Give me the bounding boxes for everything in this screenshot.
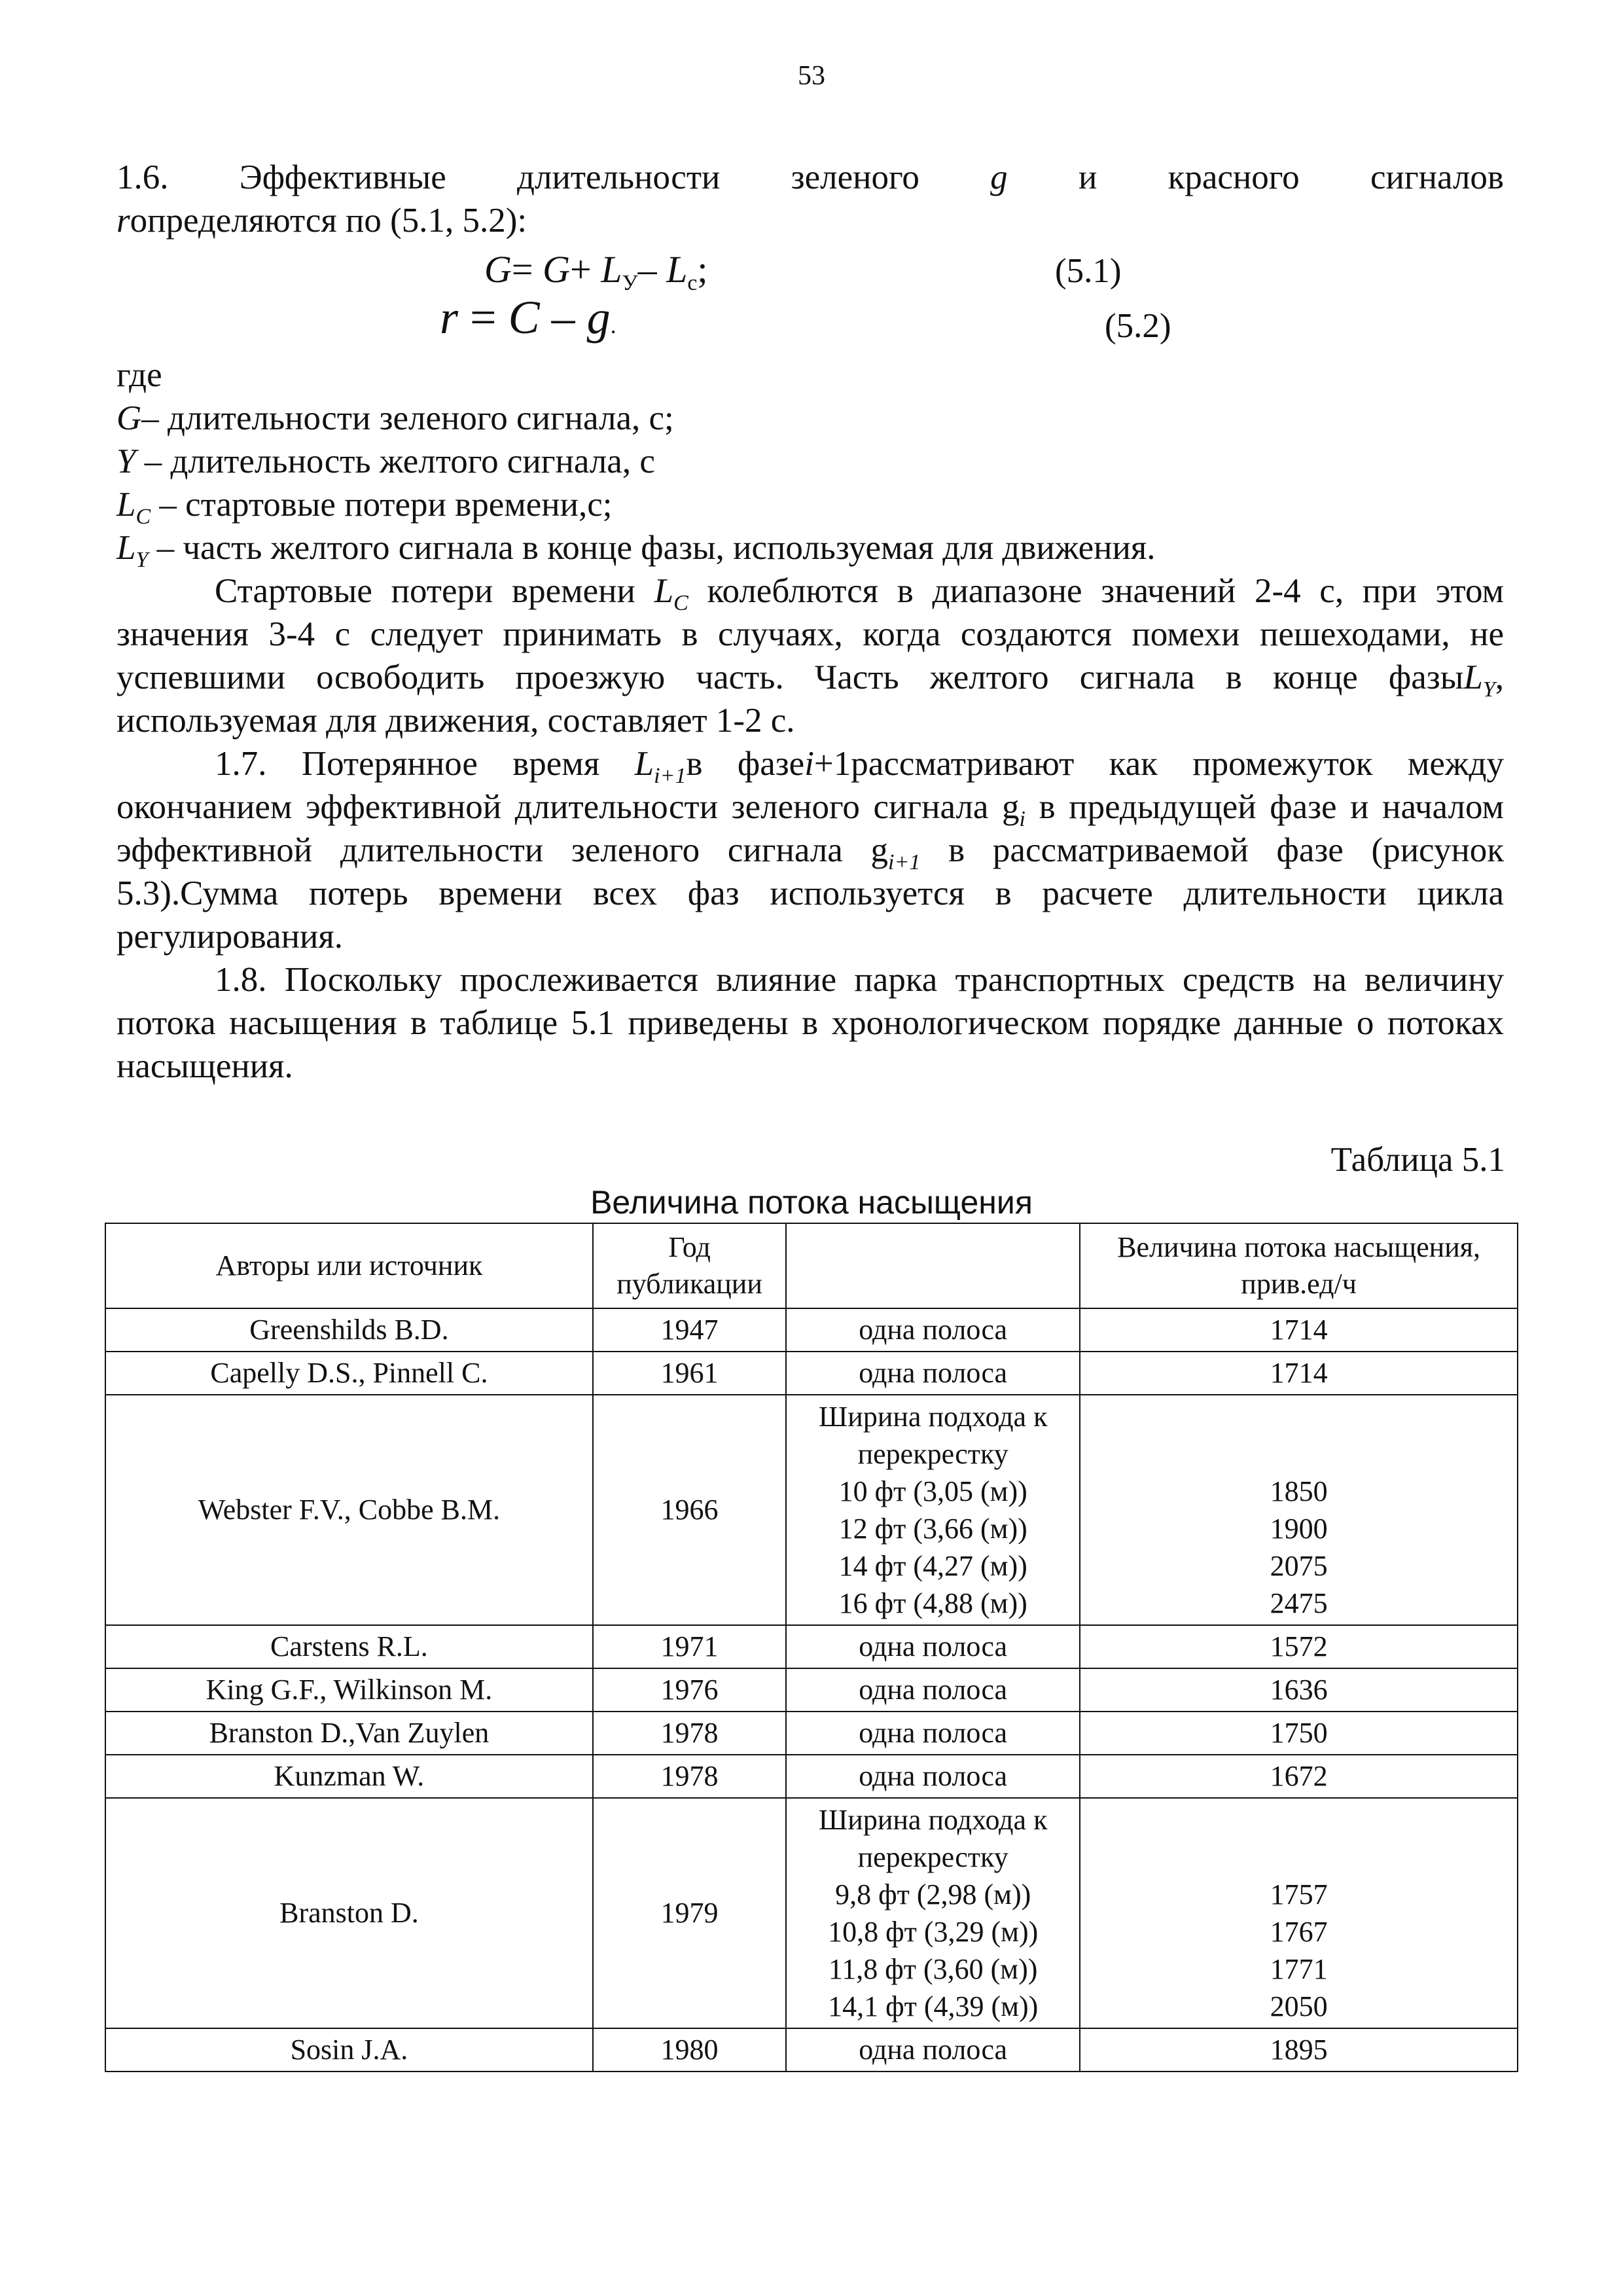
table-row: [105, 1755, 1518, 1798]
eq-symbol: C: [508, 291, 540, 344]
word: Эффективные: [239, 158, 446, 196]
para-text: колеблются в диапазоне значений 2-4 с, при этом значения 3-4 с следует принимать в случаях, когда создаются помехи пешеходами, не успевшими освободить проезжую часть. Часть желтого сигнала в конце фазы: [116, 572, 1504, 696]
cell-year: 1947: [593, 1308, 786, 1352]
cell-author: Branston D.,Van Zuylen: [105, 1712, 593, 1755]
para-text: в фазе: [686, 745, 805, 783]
condition-heading: Ширина подхода к перекрестку: [818, 1401, 1048, 1470]
cell-flow: [1080, 1395, 1518, 1625]
cell-year: 1979: [593, 1798, 786, 2028]
para-text: в рассматриваемой фазе (рисунок 5.3).Сумма потерь времени всех фаз используется в расчете длительности цикла регулирования.: [116, 831, 1504, 956]
cell-flow: 1672: [1080, 1755, 1518, 1798]
cell-year: 1978: [593, 1755, 786, 1798]
table-caption: Таблица 5.1: [1330, 1141, 1505, 1179]
condition-item: 14,1 фт (4,39 (м)): [828, 1990, 1039, 2022]
cell-flow: 1750: [1080, 1712, 1518, 1755]
cell-year: 1971: [593, 1625, 786, 1668]
cell-condition: одна полоса: [786, 1755, 1080, 1798]
eq-symbol: +: [570, 248, 592, 291]
condition-item: 11,8 фт (3,60 (м)): [828, 1953, 1038, 1985]
para-symbol: L: [654, 572, 674, 610]
table-row: [105, 1308, 1518, 1352]
flow-item: 1767: [1270, 1916, 1328, 1948]
para-text: , используемая для движения, составляет 1-2 с.: [116, 658, 1504, 740]
eq-symbol: =: [511, 248, 533, 291]
cell-year: 1980: [593, 2028, 786, 2072]
def-symbol: Y: [116, 442, 136, 480]
eq-symbol: –: [637, 248, 657, 291]
header-flow: Величина потока насыщения, прив.ед/ч: [1080, 1223, 1518, 1308]
cell-condition: одна полоса: [786, 1668, 1080, 1712]
def-LY: [116, 526, 1504, 572]
saturation-flow-table: [105, 1223, 1518, 2072]
page-number: 53: [798, 61, 825, 91]
cell-flow: 1572: [1080, 1625, 1518, 1668]
table-row: [105, 2028, 1518, 2072]
def-text: – часть желтого сигнала в конце фазы, используемая для движения.: [148, 529, 1156, 567]
para-text: +1рассматривают как промежуток между окончанием эффективной длительности зеленого сигнала g: [116, 745, 1504, 826]
body-text: [116, 353, 1504, 1088]
para-subscript: Y: [1482, 677, 1495, 702]
eq-symbol: –: [539, 291, 587, 344]
def-text: – стартовые потери времени,с;: [151, 486, 613, 524]
cell-year: 1978: [593, 1712, 786, 1755]
table-row: [105, 1668, 1518, 1712]
def-text: – длительности зеленого сигнала, с;: [141, 399, 674, 437]
eq-symbol: =: [458, 291, 508, 344]
cell-year: 1961: [593, 1352, 786, 1395]
word: 1.6.: [116, 158, 169, 196]
cell-condition: одна полоса: [786, 2028, 1080, 2072]
table-row: [105, 1712, 1518, 1755]
cell-condition: одна полоса: [786, 1308, 1080, 1352]
def-subscript: Y: [135, 548, 149, 572]
word: красного: [1168, 158, 1300, 196]
def-symbol: L: [116, 486, 136, 524]
para-subscript: C: [673, 591, 688, 615]
eq-symbol: L: [601, 248, 622, 291]
flow-item: 2075: [1270, 1550, 1328, 1582]
flow-item: 1900: [1270, 1513, 1328, 1545]
para-text: в предыдущей фазе и началом эффективной длительности зеленого сигнала g: [116, 788, 1505, 869]
eq-symbol: L: [666, 248, 688, 291]
cell-condition: одна полоса: [786, 1352, 1080, 1395]
cell-author: Capelly D.S., Pinnell C.: [105, 1352, 593, 1395]
cell-author: Branston D.: [105, 1798, 593, 2028]
para-text: определяются по (5.1, 5.2):: [130, 202, 527, 240]
cell-author: Sosin J.A.: [105, 2028, 593, 2072]
cell-author: Greenshilds B.D.: [105, 1308, 593, 1352]
para-1-6-line2: [116, 199, 1504, 242]
eq-symbol: .: [610, 312, 616, 338]
table-row: [105, 1625, 1518, 1668]
where-label: где: [116, 356, 162, 394]
eq-symbol: g: [586, 291, 611, 344]
cell-year: 1976: [593, 1668, 786, 1712]
var-g: g: [990, 158, 1008, 196]
header-condition: [786, 1223, 1080, 1308]
flow-item: 1850: [1270, 1475, 1328, 1507]
cell-year: 1966: [593, 1395, 786, 1625]
table-title: Величина потока насыщения: [590, 1184, 1033, 1221]
eq-subscript: c: [687, 271, 698, 295]
para-symbol: i: [804, 745, 814, 783]
word: длительности: [517, 158, 721, 196]
eq-symbol: ;: [697, 248, 708, 291]
def-symbol: L: [116, 529, 136, 567]
condition-heading: Ширина подхода к перекрестку: [818, 1804, 1048, 1873]
eq-symbol: G: [484, 248, 512, 291]
table-row: [105, 1395, 1518, 1625]
def-text: – длительность желтого сигнала, с: [135, 442, 655, 480]
equation-5-2: [440, 291, 616, 345]
cell-flow: 1714: [1080, 1308, 1518, 1352]
cell-author: Webster F.V., Cobbe B.M.: [105, 1395, 593, 1625]
condition-item: 14 фт (4,27 (м)): [838, 1550, 1027, 1582]
table-row: [105, 1798, 1518, 2028]
para-1-7: [116, 742, 1504, 958]
para-1-6-line1: [116, 156, 1504, 199]
para-symbol: L: [1463, 658, 1483, 696]
var-r: r: [116, 202, 130, 240]
cell-condition: одна полоса: [786, 1712, 1080, 1755]
table-header-row: [105, 1223, 1518, 1308]
cell-condition: [786, 1798, 1080, 2028]
eq-symbol: G: [543, 248, 570, 291]
flow-item: 1771: [1270, 1953, 1328, 1985]
condition-item: 10 фт (3,05 (м)): [838, 1475, 1027, 1507]
condition-item: 9,8 фт (2,98 (м)): [835, 1878, 1031, 1910]
eq-symbol: r: [440, 291, 459, 344]
word: сигналов: [1370, 158, 1504, 196]
def-Y: [116, 440, 1504, 483]
para-start-losses: [116, 569, 1504, 742]
flow-item: 2050: [1270, 1990, 1328, 2022]
para-subscript: i+1: [888, 850, 921, 874]
word: и: [1078, 158, 1097, 196]
para-subscript: i: [1019, 807, 1026, 831]
equation-5-1: [484, 247, 708, 295]
cell-author: Kunzman W.: [105, 1755, 593, 1798]
cell-flow: [1080, 1798, 1518, 2028]
equation-5-2-number: (5.2): [1105, 307, 1171, 345]
word: зеленого: [791, 158, 919, 196]
equation-5-1-number: (5.1): [1055, 252, 1122, 290]
def-subscript: C: [135, 505, 151, 529]
cell-author: Carstens R.L.: [105, 1625, 593, 1668]
def-G: [116, 397, 1504, 440]
para-subscript: i+1: [654, 764, 687, 788]
cell-flow: 1895: [1080, 2028, 1518, 2072]
def-symbol: G: [116, 399, 142, 437]
para-text: 1.7. Потерянное время: [215, 745, 635, 783]
table-row: [105, 1352, 1518, 1395]
cell-flow: 1636: [1080, 1668, 1518, 1712]
flow-item: 1757: [1270, 1878, 1328, 1910]
def-LC: [116, 483, 1504, 529]
cell-condition: одна полоса: [786, 1625, 1080, 1668]
cell-author: King G.F., Wilkinson M.: [105, 1668, 593, 1712]
para-1-8: 1.8. Поскольку прослеживается влияние парка транспортных средств на величину потока насыщения в таблице 5.1 приведены в хронологическом порядке данные о потоках насыщения.: [116, 961, 1504, 1085]
condition-item: 16 фт (4,88 (м)): [838, 1587, 1027, 1619]
header-authors: Авторы или источник: [105, 1223, 593, 1308]
eq-subscript: У: [622, 271, 638, 295]
para-text: Стартовые потери времени: [215, 572, 654, 610]
condition-item: 12 фт (3,66 (м)): [838, 1513, 1027, 1545]
condition-item: 10,8 фт (3,29 (м)): [828, 1916, 1039, 1948]
flow-item: 2475: [1270, 1587, 1328, 1619]
cell-condition: [786, 1395, 1080, 1625]
cell-flow: 1714: [1080, 1352, 1518, 1395]
header-year: Год публикации: [593, 1223, 786, 1308]
para-symbol: L: [634, 745, 654, 783]
